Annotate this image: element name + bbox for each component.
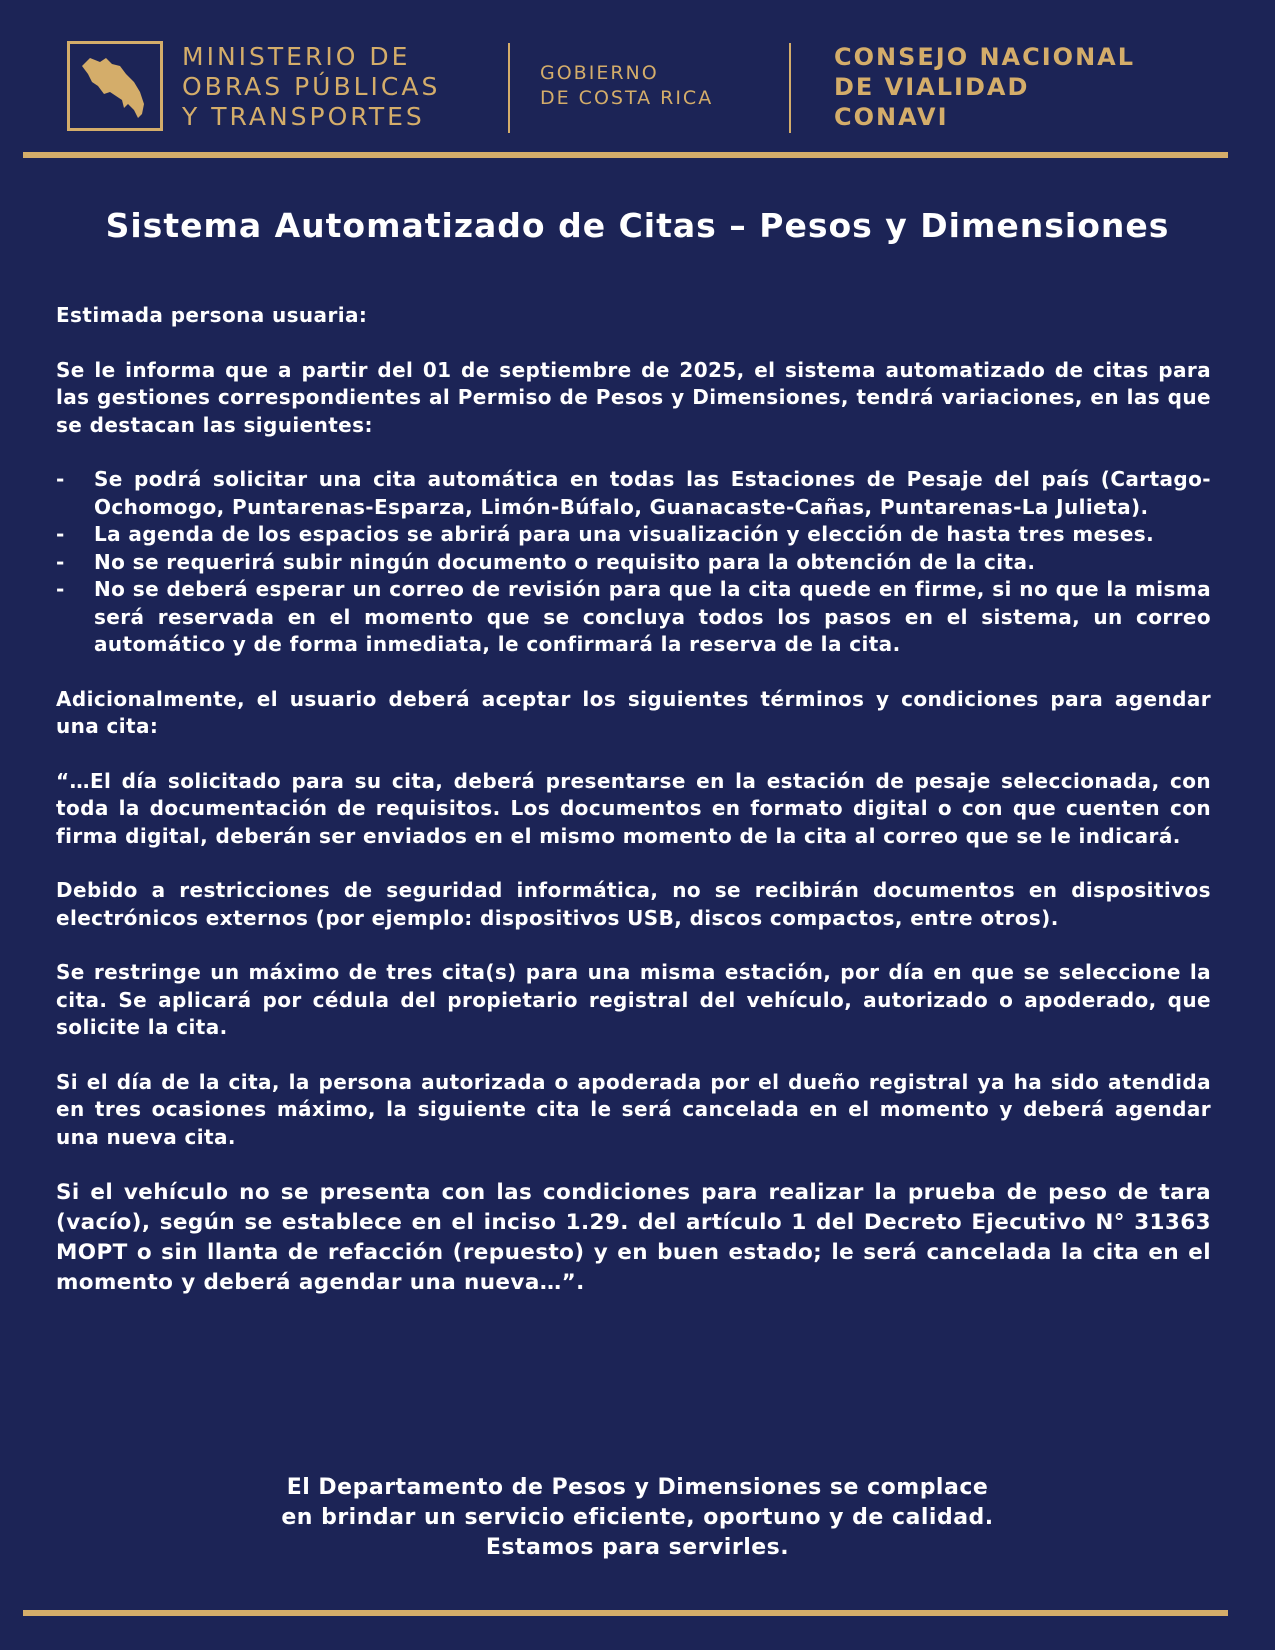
list-item [56,549,1211,577]
letterhead [0,0,1275,160]
terms-paragraph-1: “…El día solicitado para su cita, deberá presentarse en la estación de pesaje seleccionada, con toda la documentación de requisitos. Los documentos en formato digital o con que cuenten con firma digital, deberán ser enviados en el mismo momento de la cita al correo que se le indicará. [56,768,1211,848]
bullet-dash: - [56,577,65,601]
list-item-text: Se podrá solicitar una cita automática en todas las Estaciones de Pesaje del país (Cartago-Ochomogo, Puntarenas-Esparza, Limón-Búfalo, Guanacaste-Cañas, Puntarenas-La Julieta). [94,467,1211,519]
list-item-text: No se deberá esperar un correo de revisión para que la cita quede en firme, si no que la misma será reservada en el momento que se concluya todos los pasos en el sistema, un correo automático y de forma inmediata, le confirmará la reserva de la cita. [94,577,1211,656]
council-line-2: DE VIALIDAD [834,73,1030,101]
closing-line-3: Estamos para servirles. [485,1535,790,1560]
council-name [834,42,1135,132]
closing-message [0,1473,1275,1563]
header-divider-2 [789,43,791,133]
government-line-2: DE COSTA RICA [540,87,714,109]
ministry-line-2: OBRAS PÚBLICAS [182,72,441,101]
terms-paragraph-2: Debido a restricciones de seguridad informática, no se recibirán documentos en dispositivos electrónicos externos (por ejemplo: dispositivos USB, discos compactos, entre otros). [56,878,1211,930]
footer-rule [23,1610,1228,1616]
additional-paragraph: Adicionalmente, el usuario deberá aceptar los siguientes términos y condiciones para agendar una cita: [56,686,1211,738]
terms-paragraph-3: Se restringe un máximo de tres cita(s) para una misma estación, por día en que se seleccione la cita. Se aplicará por cédula del propietario registral del vehículo, autorizado o apoderado, que solicite la cita. [56,960,1211,1039]
changes-list [56,466,1211,659]
ministry-line-1: MINISTERIO DE [182,42,411,71]
costa-rica-map-icon [78,52,154,122]
list-item [56,576,1211,659]
header-rule [23,152,1228,158]
terms-paragraph-5: Si el vehículo no se presenta con las condiciones para realizar la prueba de peso de tara (vacío), según se establece en el inciso 1.29. del artículo 1 del Decreto Ejecutivo N° 31363 MOPT o sin llanta de refacción (repuesto) y en buen estado; le será cancelada la cita en el momento y deberá agendar una nueva…”. [56,1180,1211,1295]
government-name [540,61,713,111]
list-item-text: La agenda de los espacios se abrirá para una visualización y elección de hasta tres meses. [94,522,1155,546]
closing-line-2: en brindar un servicio eficiente, oportuno y de calidad. [281,1505,994,1530]
government-line-1: GOBIERNO [540,62,659,84]
greeting: Estimada persona usuaria: [56,303,368,327]
council-line-1: CONSEJO NACIONAL [834,43,1136,71]
list-item [56,466,1211,521]
bullet-dash: - [56,467,65,491]
bullet-dash: - [56,549,65,574]
list-item-text: No se requerirá subir ningún documento o requisito para la obtención de la cita. [94,549,1036,574]
ministry-name [182,42,440,132]
ministry-line-3: Y TRANSPORTES [182,102,425,131]
list-item [56,521,1211,549]
page-title: Sistema Automatizado de Citas – Pesos y Dimensiones [105,206,1170,245]
bullet-dash: - [56,522,65,546]
header-divider-1 [508,43,510,133]
closing-line-1: El Departamento de Pesos y Dimensiones se complace [286,1475,989,1500]
ministry-logo [67,41,163,131]
notice-body [56,302,1211,1325]
terms-paragraph-4: Si el día de la cita, la persona autorizada o apoderada por el dueño registral ya ha sido atendida en tres ocasiones máximo, la siguiente cita le será cancelada en el momento y deberá agendar una nueva cita. [56,1069,1211,1149]
council-line-3: CONAVI [834,103,949,131]
intro-paragraph: Se le informa que a partir del 01 de septiembre de 2025, el sistema automatizado de citas para las gestiones correspondientes al Permiso de Pesos y Dimensiones, tendrá variaciones, en las que se destacan las siguientes: [56,357,1211,437]
